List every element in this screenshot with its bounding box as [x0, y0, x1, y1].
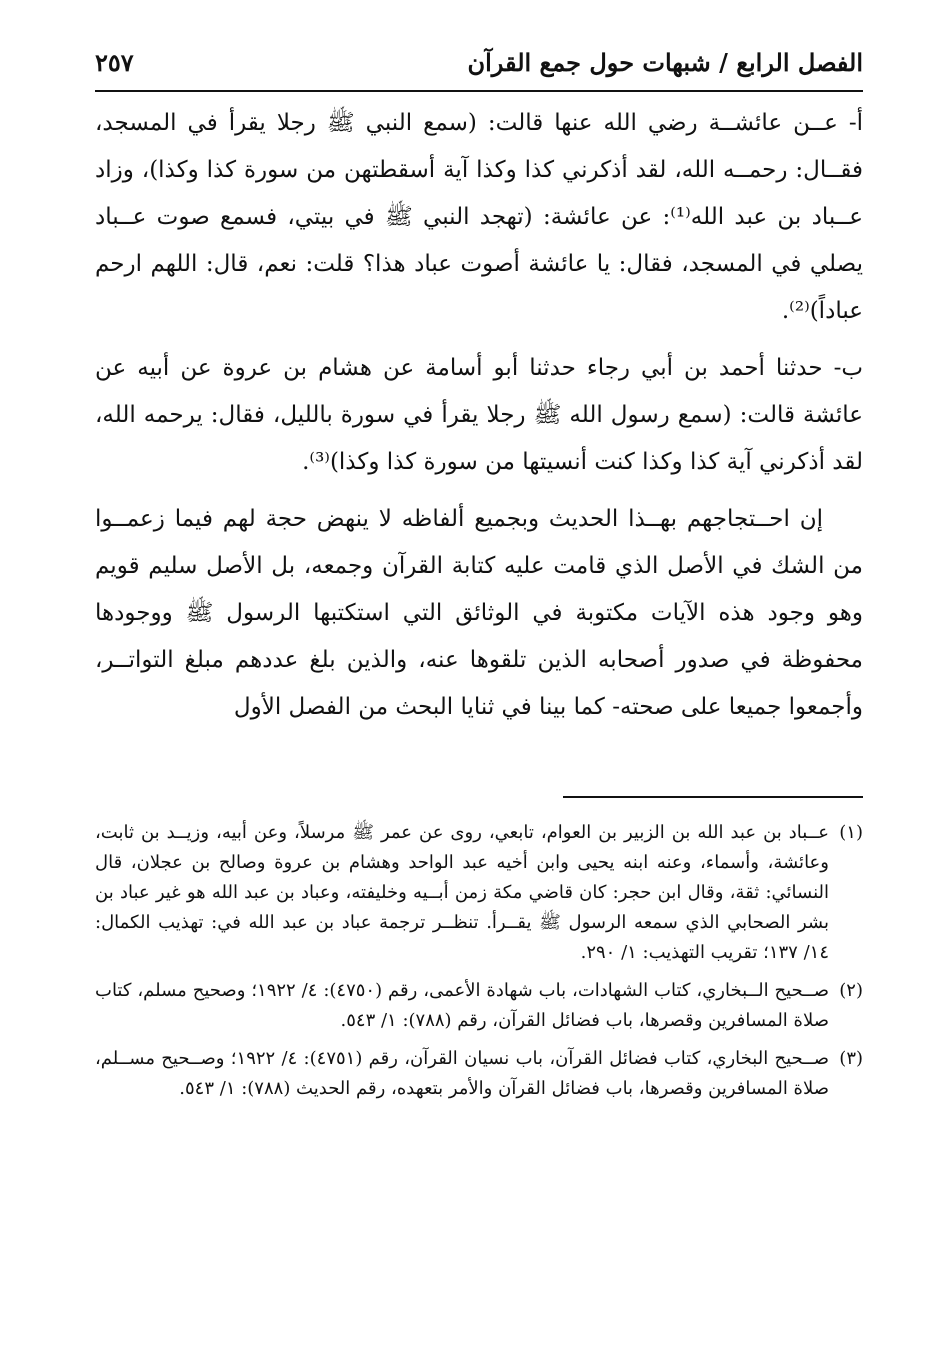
- footnote-marker: (١): [839, 822, 863, 843]
- paragraph-argument: إن احــتجاجهم بهــذا الحديث وبجميع ألفاظه لا ينهض حجة لهم فيما زعمــوا من الشك في الأصل الذي قامت عليه كتابة القرآن وجمعه، بل الأصل سليم قويم وهو وجود هذه الآيات مكتوبة في الوثائق التي استكتبها الرسول ﷺ ووجودها محفوظة في صدور أصحابه الذين تلقوها عنه، والذين بلغ عددهم مبلغ التواتــر، وأجمعوا جميعا على صحته- كما بينا في ثنايا البحث من الفصل الأول: [95, 506, 863, 720]
- chapter-title: الفصل الرابع / شبهات حول جمع القرآن: [467, 48, 863, 77]
- paragraph-a: أ- عــن عائشــة رضي الله عنها قالت: (سمع النبي ﷺ رجلا يقرأ في المسجد، فقــال: رحمــه الله، لقد أذكرني كذا وكذا آية أسقطتهن من سورة كذا وكذا)، وزاد عــباد بن عبد الله⁽¹⁾: عن عائشة: (تهجد النبي ﷺ في بيتي، فسمع صوت عــباد يصلي في المسجد، فقال: يا عائشة أصوت عباد هذا؟ قلت: نعم، قال: اللهم ارحم عباداً)⁽²⁾.: [95, 110, 863, 324]
- running-header: [95, 40, 863, 92]
- footnote-text: عــباد بن عبد الله بن الزبير بن العوام، تابعي، روى عن عمر ﷺ مرسلاً، وعن أبيه، وزيــد بن ثابت، وعائشة، وأسماء، وعنه ابنه يحيى وابن أخيه عبد الواحد وهشام بن عروة وصالح بن عجلان، قال النسائي: ثقة، وقال ابن حجر: كان قاضي مكة زمن أبــيه وخليفته، وعباد بن عبد الله هو غير عباد بن بشر الصحابي الذي سمعه الرسول ﷺ يقــرأ. تنظــر ترجمة عباد بن عبد الله في: تهذيب الكمال: ١٤/ ١٣٧؛ تقريب التهذيب: ١/ ٢٩٠.: [95, 822, 829, 963]
- book-page: [95, 40, 863, 1350]
- paragraph-b: ب- حدثنا أحمد بن أبي رجاء حدثنا أبو أسامة عن هشام بن عروة عن أبيه عن عائشة قالت: (سمع رسول الله ﷺ رجلا يقرأ في سورة بالليل، فقال: يرحمه الله، لقد أذكرني آية كذا وكذا كنت أنسيتها من سورة كذا وكذا)⁽³⁾.: [95, 355, 863, 475]
- main-text: [95, 100, 863, 731]
- footnote-separator: [563, 796, 863, 798]
- page-number: ٢٥٧: [95, 48, 134, 77]
- footnote-2: [95, 976, 863, 1036]
- footnotes: [95, 818, 863, 1112]
- footnote-1: [95, 818, 863, 968]
- footnote-marker: (٣): [839, 1048, 864, 1069]
- footnote-marker: (٢): [839, 980, 863, 1001]
- footnote-text: صــحيح الــبخاري، كتاب الشهادات، باب شهادة الأعمى، رقم (٤٧٥٠): ٤/ ١٩٢٢؛ وصحيح مسلم، كتاب صلاة المسافرين وقصرها، باب فضائل القرآن، رقم (٧٨٨): ١/ ٥٤٣.: [95, 980, 829, 1031]
- footnote-text: صــحيح البخاري، كتاب فضائل القرآن، باب نسيان القرآن، رقم (٤٧٥١): ٤/ ١٩٢٢؛ وصــحيح مســلم، صلاة المسافرين وقصرها، باب فضائل القرآن والأمر بتعهده، رقم الحديث (٧٨٨): ١/ ٥٤٣.: [95, 1048, 830, 1099]
- footnote-3: [95, 1044, 863, 1104]
